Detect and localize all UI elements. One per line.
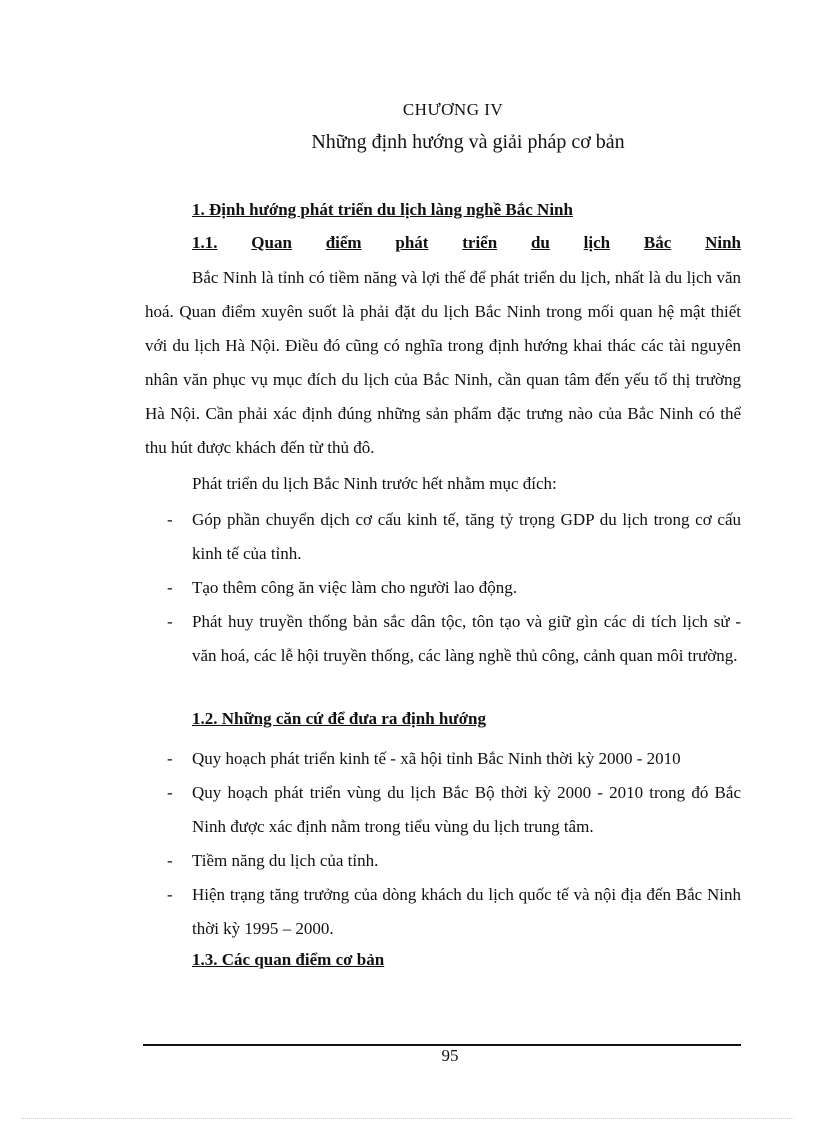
list-item [145, 844, 741, 878]
list-item [145, 742, 741, 776]
list-item-text: Góp phần chuyển dịch cơ cấu kinh tế, tăng tỷ trọng GDP du lịch trong cơ cấu kinh tế của tỉnh. [192, 510, 741, 563]
bullet-dash: - [167, 851, 173, 870]
list-item [145, 776, 741, 844]
heading-word: phát [395, 233, 429, 252]
bullet-dash: - [167, 749, 173, 768]
heading-word: du [530, 233, 550, 252]
list-item-text: Phát huy truyền thống bản sắc dân tộc, tôn tạo và giữ gìn các di tích lịch sử - văn hoá, các lễ hội truyền thống, các làng nghề thủ công, cảnh quan môi trường. [192, 612, 741, 665]
bullet-dash: - [167, 783, 173, 802]
list-item [145, 503, 741, 571]
list-item-text: Hiện trạng tăng trưởng của dòng khách du lịch quốc tế và nội địa đến Bắc Ninh thời kỳ 1995 – 2000. [192, 885, 741, 938]
list-item-text: Tiềm năng du lịch của tỉnh. [192, 851, 379, 870]
section-1-1-paragraph [145, 261, 741, 465]
heading-word: Ninh [705, 233, 741, 252]
paragraph-text: Bắc Ninh là tỉnh có tiềm năng và lợi thế để phát triển du lịch, nhất là du lịch văn hoá. Quan điểm xuyên suốt là phải đặt du lịch Bắc Ninh trong mối quan hệ mật thiết với du lịch Hà Nội. Điều đó cũng có nghĩa trong định hướng khai thác các tài nguyên nhân văn phục vụ mục đích du lịch của Bắc Ninh, cần quan tâm đến yếu tố thị trường Hà Nội. Cần phải xác định đúng những sản phẩm đặc trưng nào của Bắc Ninh có thể thu hút được khách đến từ thủ đô. [145, 268, 741, 457]
list-item-text: Tạo thêm công ăn việc làm cho người lao động. [192, 578, 518, 597]
section-1-2-heading: 1.2. Những căn cứ để đưa ra định hướng [192, 709, 486, 728]
heading-word: 1.1. [192, 233, 218, 252]
list-item [145, 605, 741, 673]
bullet-dash: - [167, 510, 173, 529]
chapter-title: Những định hướng và giải pháp cơ bản [311, 131, 625, 153]
bullet-dash: - [167, 885, 173, 904]
heading-word: điểm [325, 233, 362, 252]
section-1-1-heading [192, 233, 741, 253]
bullet-dash: - [167, 578, 173, 597]
heading-word: Bắc [643, 233, 672, 252]
bullet-dash: - [167, 612, 173, 631]
list-item [145, 571, 741, 605]
page-number: 95 [441, 1046, 459, 1065]
section-1-3-heading: 1.3. Các quan điểm cơ bản [192, 950, 385, 969]
list-item-text: Quy hoạch phát triển vùng du lịch Bắc Bộ thời kỳ 2000 - 2010 trong đó Bắc Ninh được xác định nằm trong tiểu vùng du lịch trung tâm. [192, 783, 741, 836]
list-item-text: Quy hoạch phát triển kinh tế - xã hội tỉnh Bắc Ninh thời kỳ 2000 - 2010 [192, 749, 681, 768]
list-item [145, 878, 741, 946]
heading-word: triển [462, 233, 498, 252]
section-1-heading: 1. Định hướng phát triển du lịch làng nghề Bắc Ninh [192, 200, 573, 219]
section-1-1-intro: Phát triển du lịch Bắc Ninh trước hết nhằm mục đích: [192, 474, 557, 493]
heading-word: Quan [251, 233, 292, 252]
heading-word: lịch [583, 233, 611, 252]
chapter-label: CHƯƠNG IV [402, 100, 504, 119]
page-edge-dotted-line [22, 1118, 794, 1119]
